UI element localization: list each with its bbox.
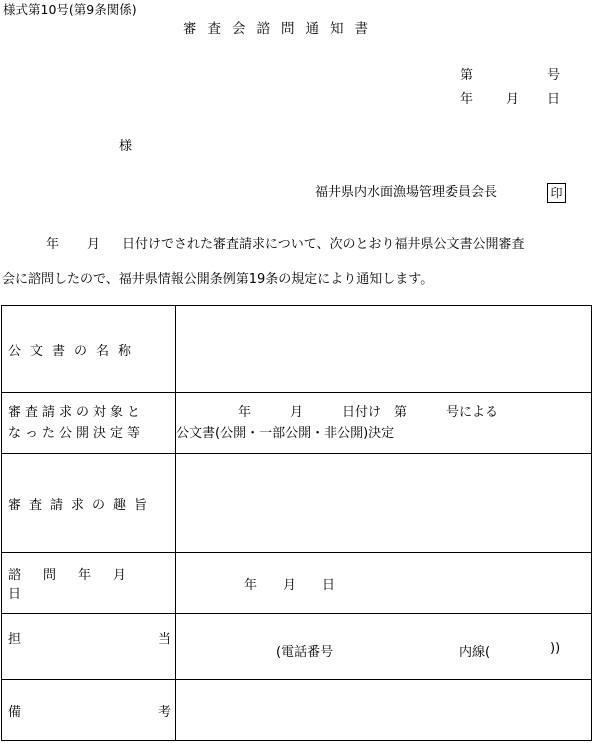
- row-label-purpose: 審査請求の趣旨: [2, 454, 176, 553]
- row-value-contact: [176, 614, 592, 680]
- row-value-document-name: [176, 306, 592, 393]
- row-label-decision: [2, 393, 176, 454]
- addressee-honorific: 様: [119, 139, 133, 154]
- body-month: 月: [87, 237, 101, 252]
- row-label-remarks-left: 備: [8, 704, 22, 720]
- notification-table: [1, 305, 592, 741]
- phone-number-label: (電話番号: [276, 645, 334, 660]
- row-label-contact: [2, 614, 176, 680]
- body-line1-text: 日付けでされた審査請求について、次のとおり福井県公文書公開審査: [122, 237, 525, 252]
- document-date-year: 年: [460, 92, 474, 107]
- document-title: 審査会諮問通知書: [183, 21, 379, 37]
- row-label-document-name: 公文書の名称: [2, 306, 176, 393]
- row-value-decision-line-1: 年 月 日付け 第 号による: [238, 405, 499, 420]
- document-number-suffix: 号: [547, 68, 561, 83]
- table-row: [2, 680, 592, 741]
- document-number-prefix: 第: [460, 68, 474, 83]
- row-label-inquiry-date: 諮問年月日: [2, 553, 176, 614]
- seal-stamp-box: 印: [547, 183, 566, 203]
- row-label-decision-line-1: 審査請求の対象と: [8, 405, 145, 420]
- row-label-decision-line-2: なった公開決定等: [8, 426, 145, 441]
- row-value-decision: [176, 393, 592, 454]
- table-row: [2, 553, 592, 614]
- table-row: [2, 306, 592, 393]
- table-row: [2, 454, 592, 553]
- row-value-inquiry-date: 年 月 日: [176, 553, 592, 614]
- table-row: [2, 614, 592, 680]
- extension-label: 内線(: [459, 645, 491, 660]
- document-date-day: 日: [547, 92, 561, 107]
- row-value-decision-line-2: 公文書(公開・一部公開・非公開)決定: [176, 426, 395, 441]
- document-date-month: 月: [506, 92, 520, 107]
- body-text-line-2: 会に諮問したので、福井県情報公開条例第19条の規定により通知します。: [2, 272, 434, 287]
- row-value-remarks: [176, 680, 592, 741]
- row-label-remarks: [2, 680, 176, 741]
- body-text-line-1: [46, 237, 525, 253]
- form-number-label: 様式第10号(第9条関係): [3, 2, 137, 17]
- row-label-contact-right: 当: [157, 632, 171, 647]
- row-value-purpose: [176, 454, 592, 553]
- table-row: [2, 393, 592, 454]
- row-label-contact-left: 担: [8, 632, 22, 647]
- row-label-remarks-right: 考: [157, 704, 171, 720]
- extension-close: )): [550, 641, 561, 656]
- body-year: 年: [46, 237, 60, 252]
- sender-name: 福井県内水面漁場管理委員会長: [315, 185, 498, 200]
